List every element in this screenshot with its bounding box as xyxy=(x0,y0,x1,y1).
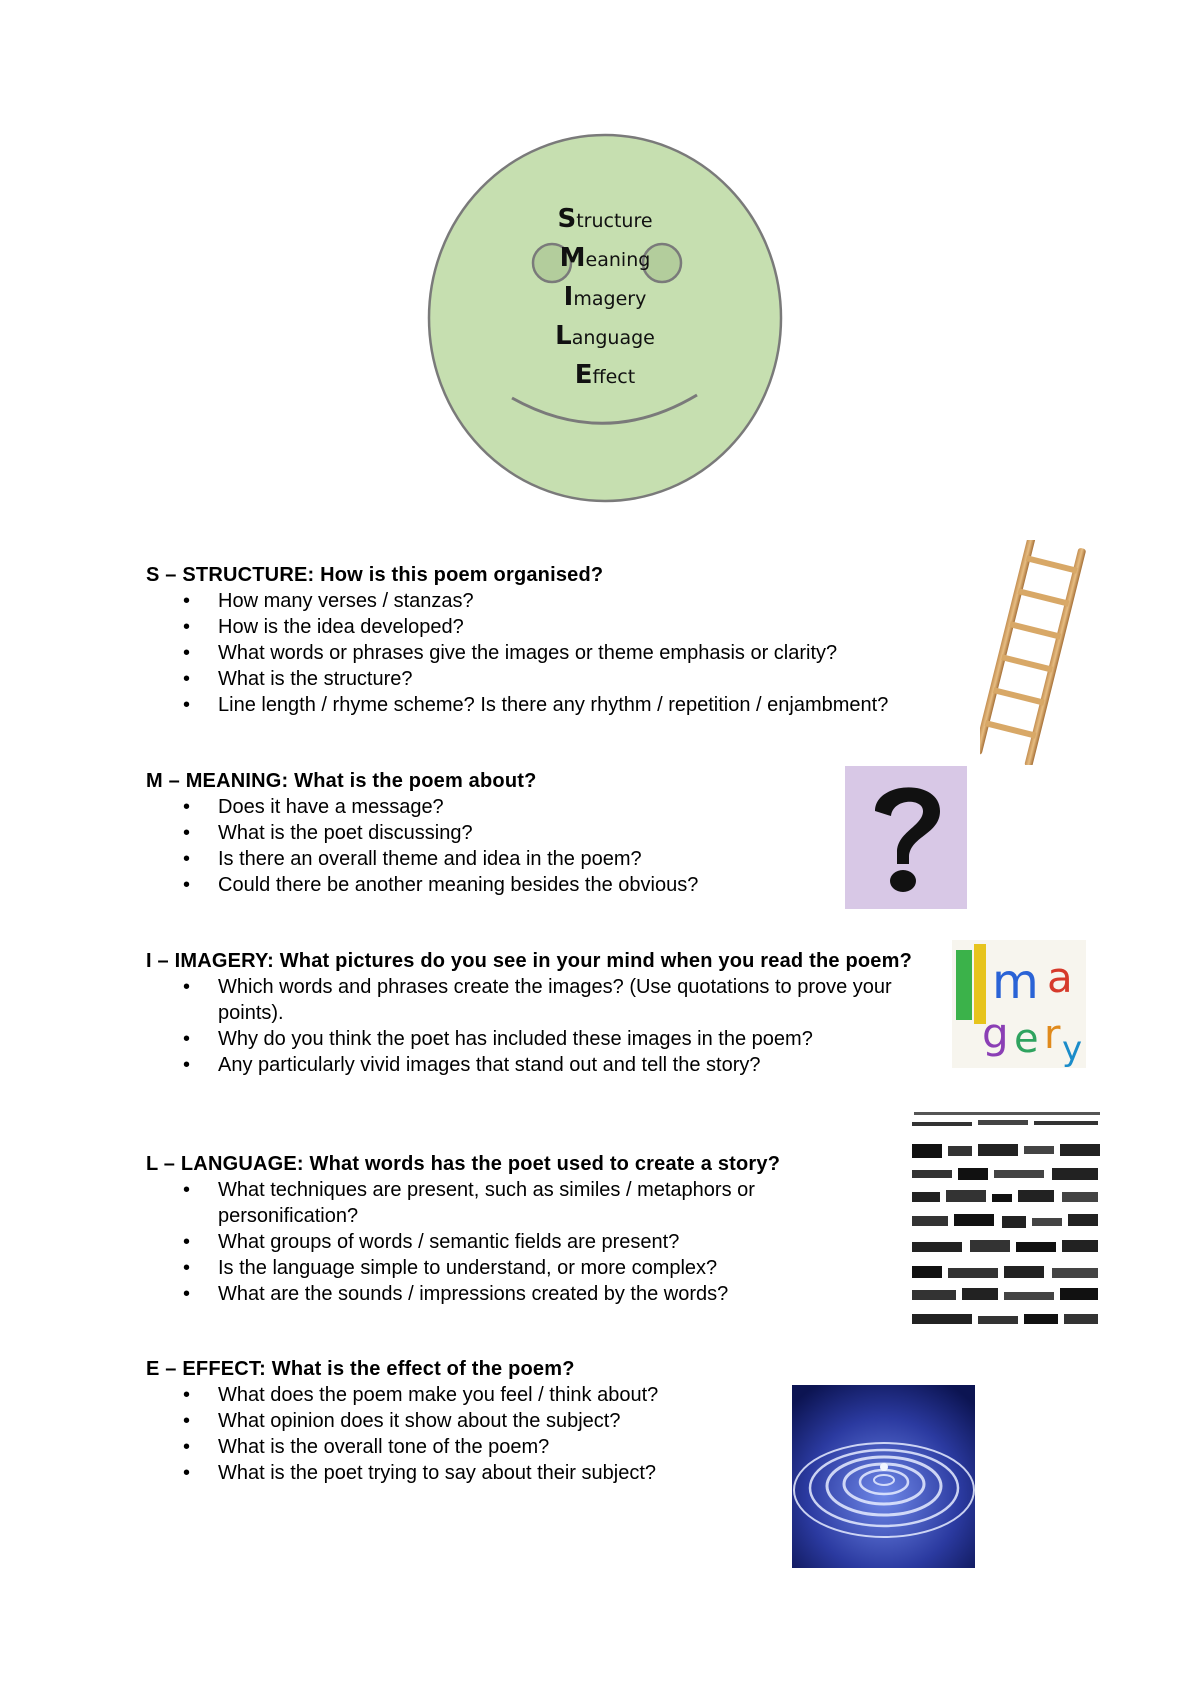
list-item: • Why do you think the poet has included these images in the poem? xyxy=(218,1026,926,1052)
smile-acronym xyxy=(480,200,730,395)
ladder-icon xyxy=(980,540,1090,765)
svg-text:r: r xyxy=(1044,1012,1061,1058)
svg-text:a: a xyxy=(1047,953,1073,1002)
list-item: • Is there an overall theme and idea in the poem? xyxy=(218,846,826,872)
question-mark-icon xyxy=(845,766,967,909)
acronym-line: Effect xyxy=(574,360,636,390)
imagery-section xyxy=(146,948,926,1078)
list-item: • Does it have a message? xyxy=(218,794,826,820)
word-collage xyxy=(912,1108,1102,1333)
list-item: • What is the structure? xyxy=(218,666,1006,692)
list-item: • Is the language simple to understand, or more complex? xyxy=(218,1255,886,1281)
structure-list xyxy=(146,588,1006,718)
list-item: • What words or phrases give the images or theme emphasis or clarity? xyxy=(218,640,1006,666)
meaning-heading: M – MEANING: What is the poem about? xyxy=(146,770,537,792)
imagery-list xyxy=(146,974,926,1078)
list-item: • Line length / rhyme scheme? Is there any rhythm / repetition / enjambment? xyxy=(218,692,1006,718)
list-item: • Which words and phrases create the images? (Use quotations to prove your points). xyxy=(218,974,926,1026)
list-item: • What are the sounds / impressions created by the words? xyxy=(218,1281,886,1307)
list-item: • What groups of words / semantic fields are present? xyxy=(218,1229,886,1255)
svg-text:y: y xyxy=(1062,1029,1083,1068)
list-item: • What opinion does it show about the subject? xyxy=(218,1408,826,1434)
list-item: • Any particularly vivid images that stand out and tell the story? xyxy=(218,1052,926,1078)
language-heading: L – LANGUAGE: What words has the poet used to create a story? xyxy=(146,1153,781,1175)
list-item: • What is the overall tone of the poem? xyxy=(218,1434,826,1460)
language-section xyxy=(146,1151,886,1307)
svg-text:m: m xyxy=(992,954,1039,1010)
acronym-line: Imagery xyxy=(563,282,647,312)
imagery-painting xyxy=(952,940,1086,1068)
meaning-section xyxy=(146,768,826,898)
language-list xyxy=(146,1177,886,1307)
acronym-line: Meaning xyxy=(559,243,651,273)
list-item: • What is the poet trying to say about their subject? xyxy=(218,1460,826,1486)
meaning-list xyxy=(146,794,826,898)
structure-heading: S – STRUCTURE: How is this poem organised? xyxy=(146,564,604,586)
list-item: • Could there be another meaning besides the obvious? xyxy=(218,872,826,898)
water-ripple xyxy=(792,1385,975,1568)
svg-text:g: g xyxy=(982,1009,1009,1058)
list-item: • How is the idea developed? xyxy=(218,614,1006,640)
structure-section xyxy=(146,562,1006,718)
list-item: • What is the poet discussing? xyxy=(218,820,826,846)
svg-text:e: e xyxy=(1014,1016,1039,1062)
imagery-heading: I – IMAGERY: What pictures do you see in your mind when you read the poem? xyxy=(146,950,913,972)
effect-section xyxy=(146,1356,826,1486)
list-item: • What does the poem make you feel / think about? xyxy=(218,1382,826,1408)
acronym-line: Structure xyxy=(557,204,653,234)
effect-heading: E – EFFECT: What is the effect of the poem? xyxy=(146,1358,575,1380)
effect-list xyxy=(146,1382,826,1486)
list-item: • How many verses / stanzas? xyxy=(218,588,1006,614)
acronym-line: Language xyxy=(555,321,655,351)
list-item: • What techniques are present, such as similes / metaphors or personification? xyxy=(218,1177,886,1229)
